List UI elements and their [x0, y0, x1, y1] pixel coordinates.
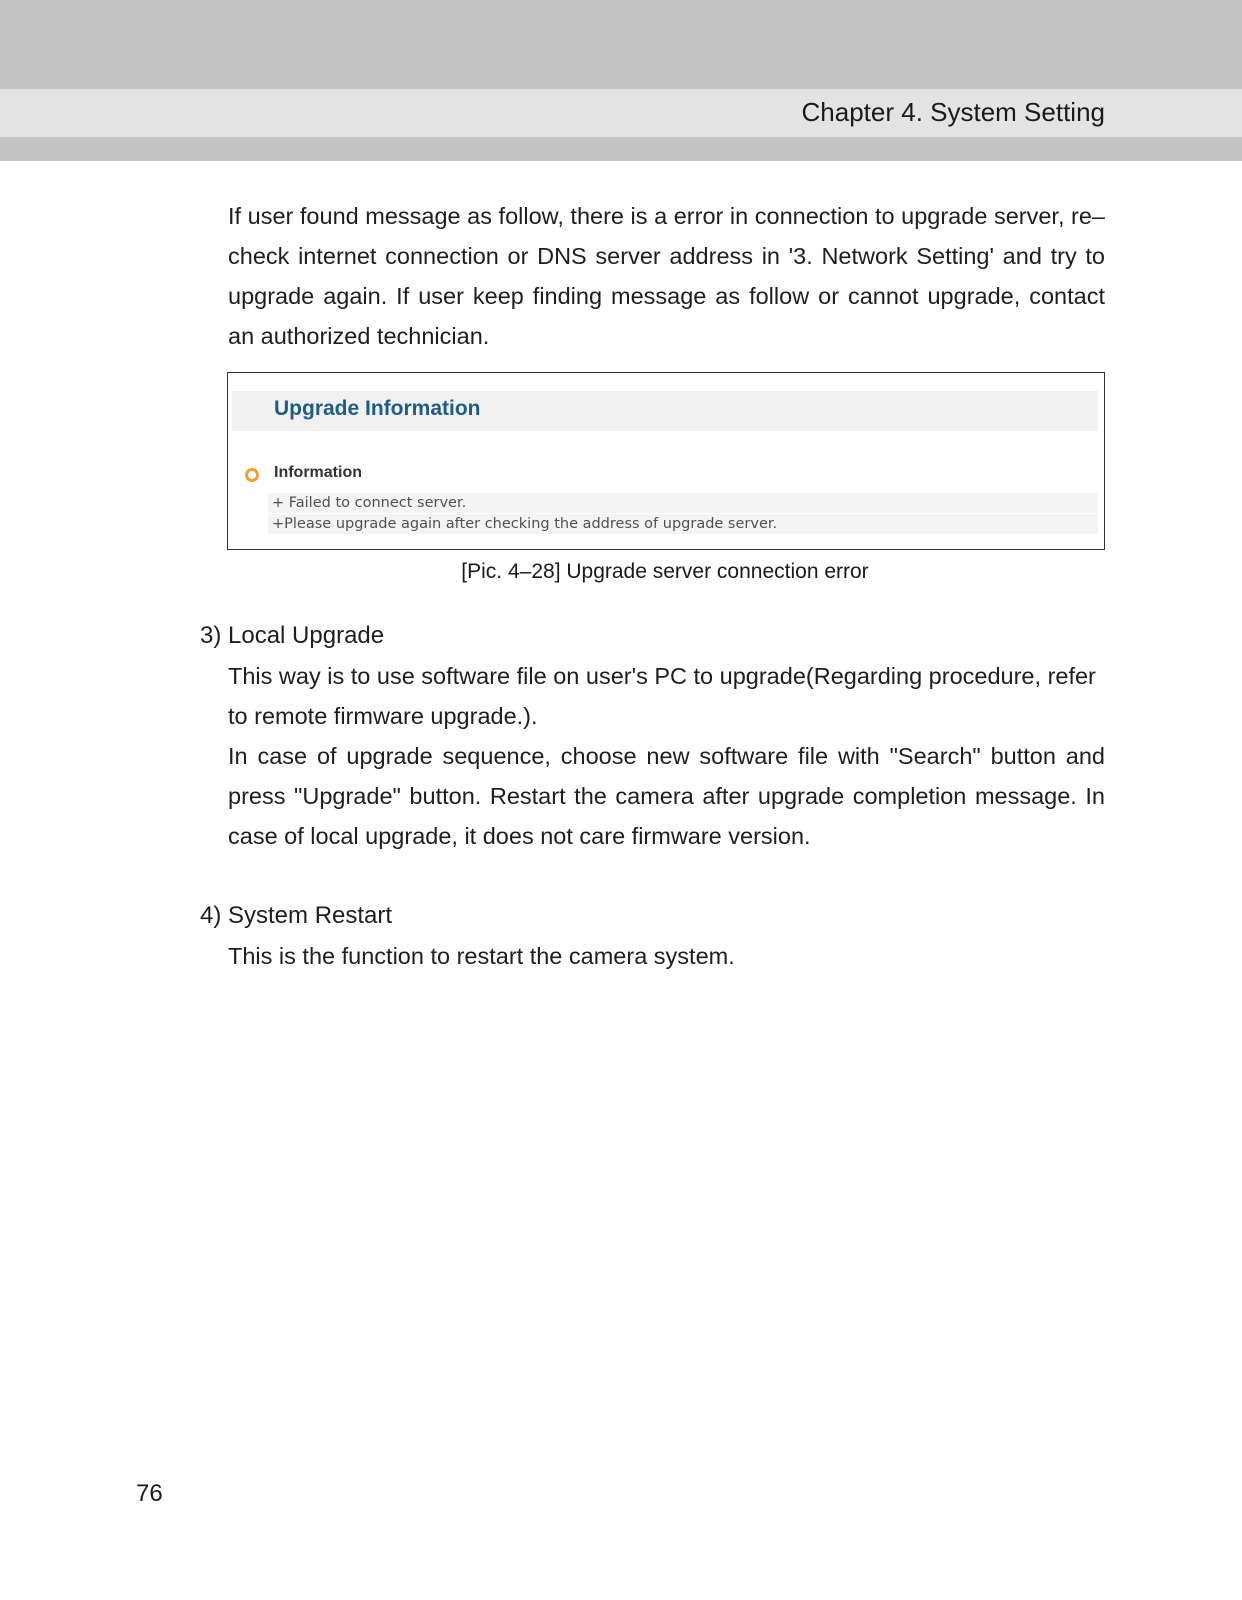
- local-upgrade-paragraph-2: In case of upgrade sequence, choose new software file with "Search" button and press "Upgrade" button. Restart the camera after upgrade completion message. In case of local upgrade, it does not care firmware version.: [228, 743, 1105, 849]
- information-label: Information: [274, 464, 362, 481]
- local-upgrade-paragraph-1: This way is to use software file on user's PC to upgrade(Regarding procedure, refer to remote firmware upgrade.).: [228, 663, 1096, 729]
- local-upgrade-heading: 3) Local Upgrade: [200, 622, 385, 649]
- page-number: 76: [136, 1480, 163, 1507]
- upgrade-information-screenshot: [227, 372, 1105, 550]
- error-message: + Failed to connect server.: [268, 493, 1098, 513]
- circle-bullet-icon: [245, 468, 259, 482]
- system-restart-paragraph: This is the function to restart the camera system.: [228, 943, 735, 969]
- figure-title: Upgrade Information: [274, 397, 481, 420]
- chapter-title: Chapter 4. System Setting: [801, 97, 1105, 127]
- page-header: [0, 0, 1242, 161]
- intro-paragraph: If user found message as follow, there is a error in connection to upgrade server, re–check internet connection or DNS server address in '3. Network Setting' and try to upgrade again. If user keep finding message as follow or cannot upgrade, contact an authorized technician.: [228, 203, 1105, 349]
- error-message: +Please upgrade again after checking the address of upgrade server.: [268, 514, 1098, 534]
- figure-caption: [Pic. 4–28] Upgrade server connection error: [461, 560, 869, 583]
- system-restart-heading: 4) System Restart: [200, 902, 393, 929]
